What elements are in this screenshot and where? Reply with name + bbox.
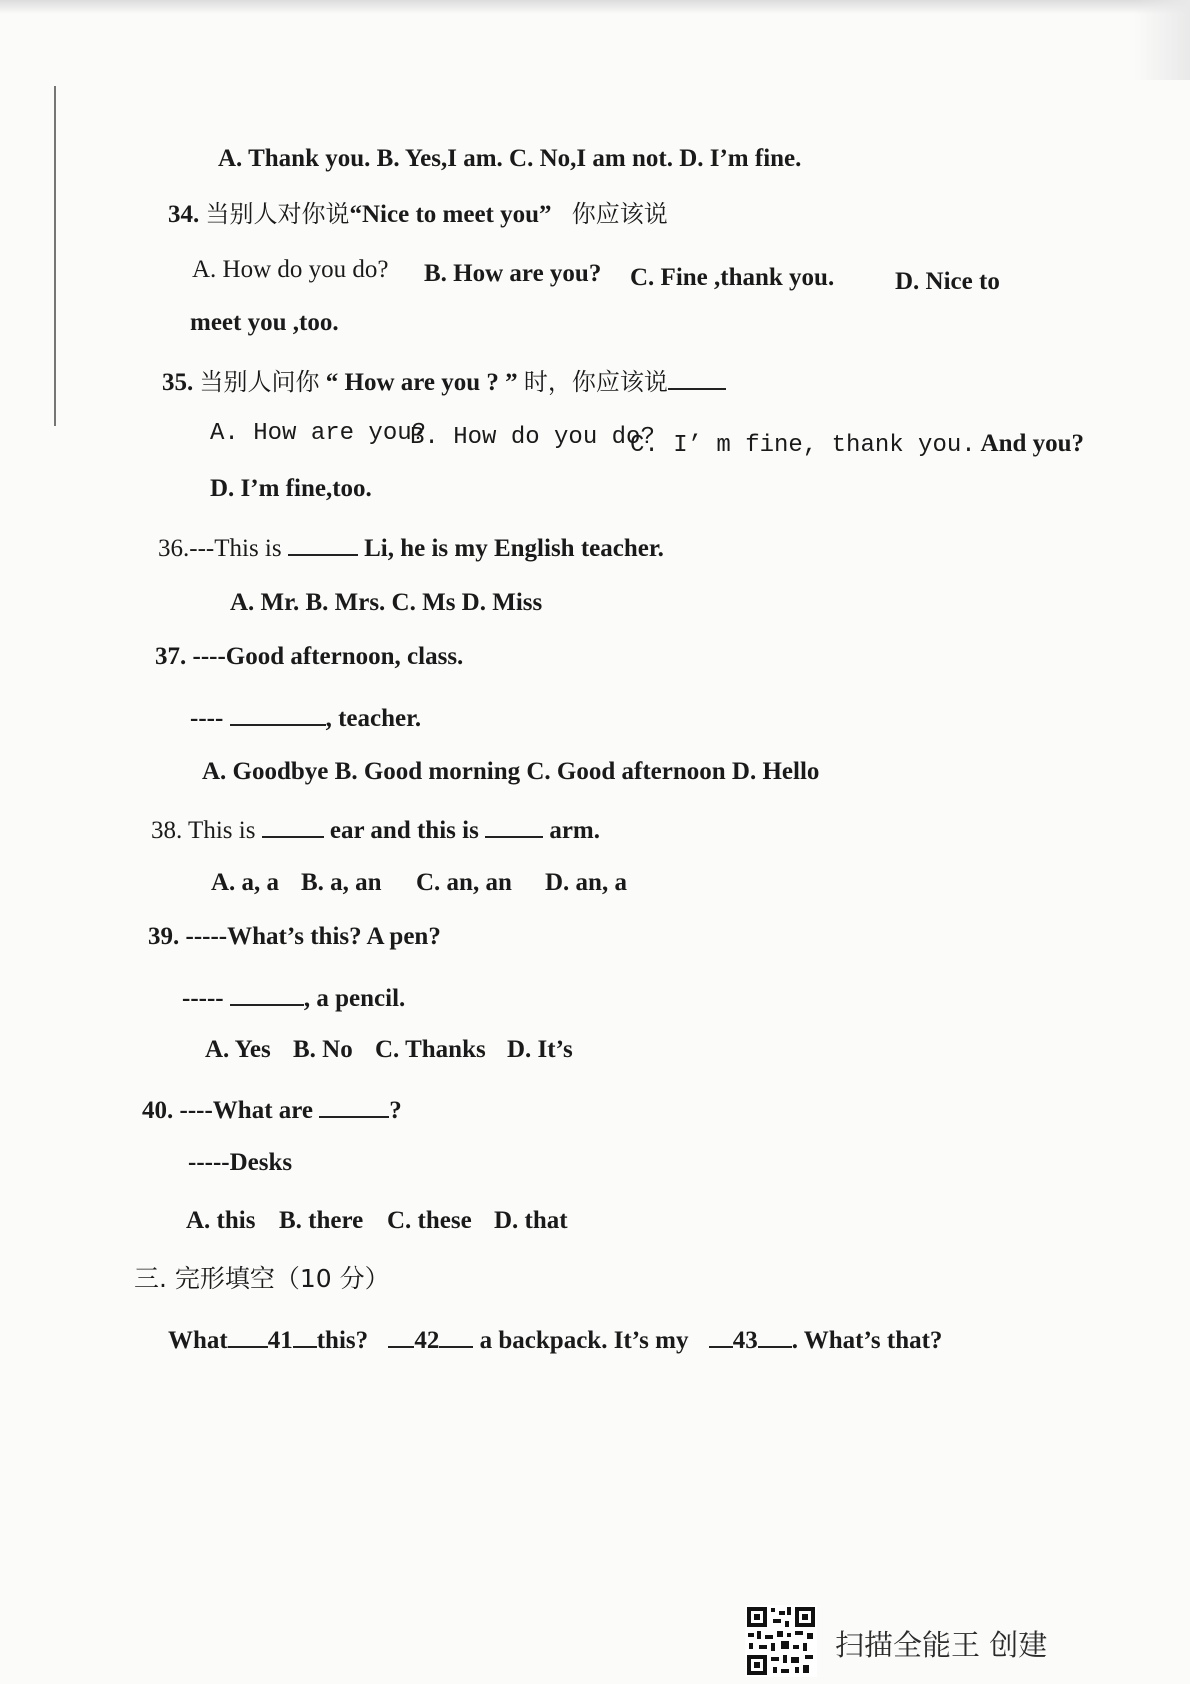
q38-stem-pre: 38. This is (151, 817, 256, 844)
cloze-passage-line (168, 1320, 942, 1357)
q33-options (218, 143, 801, 175)
q34-option-a: A. How do you do? (192, 256, 389, 283)
watermark-text: 扫描全能王 创建 (835, 1628, 1048, 1662)
q35-stem-cn: 当别人问你 (199, 368, 320, 396)
q40-stem (142, 1090, 402, 1127)
cloze-blank-42: 42 (414, 1327, 440, 1354)
q34-stem (168, 198, 668, 231)
margin-line (54, 86, 56, 426)
q34-option-d-cont: meet you ,too. (190, 309, 339, 336)
section-3-heading: 三. 完形填空（10 分） (134, 1264, 390, 1293)
cloze-word: . What’s that? (791, 1327, 943, 1354)
cloze-word: What (168, 1327, 228, 1354)
answer-blank (485, 810, 543, 838)
q35-option-a: A. How are you? (210, 420, 427, 447)
q39-reply-post: , a pencil. (303, 985, 406, 1012)
q40-reply: -----Desks (188, 1149, 293, 1176)
cloze-blank-41: 41 (267, 1327, 293, 1354)
answer-blank (262, 810, 324, 838)
answer-blank (319, 1090, 389, 1118)
answer-blank (439, 1320, 473, 1348)
q36-stem (158, 528, 664, 565)
q40-stem-pre: 40. ----What are (142, 1097, 314, 1124)
q37-reply-pre: ---- (190, 705, 224, 732)
q34-stem-cn: 当别人对你说 (205, 200, 350, 228)
q39-option-d: D. It’s (507, 1036, 573, 1063)
q40-option-d: D. that (494, 1207, 568, 1234)
q34-option-b: B. How are you? (424, 260, 602, 287)
answer-blank (228, 1320, 268, 1348)
q35-option-c (630, 428, 1084, 462)
q39-option-c: C. Thanks (375, 1036, 486, 1063)
answer-blank (668, 362, 726, 390)
answer-blank (293, 1320, 317, 1348)
answer-blank (758, 1320, 792, 1348)
question-number: 34. (168, 201, 200, 228)
q37-reply-post: , teacher. (325, 705, 422, 732)
q36-options: A. Mr. B. Mrs. C. Ms D. Miss (230, 589, 543, 616)
q40-option-b: B. there (279, 1207, 364, 1234)
cloze-word: this? (316, 1327, 369, 1354)
q38-stem-mid: ear and this is (329, 817, 479, 844)
q35-option-b: B. How do you do? (410, 424, 655, 451)
q38-option-b: B. a, an (301, 869, 382, 896)
answer-blank (230, 978, 304, 1006)
q34-option-d: D. Nice to (895, 268, 1000, 295)
q35-stem-tail: 时，你应该说 (523, 368, 668, 396)
answer-blank (709, 1320, 733, 1348)
top-edge-shadow (0, 0, 1190, 14)
page-edge-shadow (1134, 0, 1190, 80)
q38-stem-post: arm. (549, 817, 600, 844)
q38-stem (151, 810, 600, 847)
q37-stem: 37. ----Good afternoon, class. (155, 643, 464, 670)
q34-option-c: C. Fine ,thank you. (630, 264, 835, 291)
q40-option-c: C. these (387, 1207, 472, 1234)
q38-option-a: A. a, a (211, 869, 280, 896)
q35-option-d: D. I’m fine,too. (210, 475, 372, 502)
q36-stem-post: Li, he is my English teacher. (364, 535, 664, 562)
q35-option-c-text: C. I’ m fine, thank you. (630, 432, 976, 459)
q33-options-text: A. Thank you. B. Yes,I am. C. No,I am not. D. I’m fine. (218, 145, 802, 172)
q35-option-c-bold: And you? (980, 430, 1085, 457)
q40-option-a: A. this (186, 1207, 256, 1234)
q37-options: A. Goodbye B. Good morning C. Good afternoon D. Hello (202, 758, 820, 785)
q40-stem-post: ? (389, 1097, 402, 1124)
q39-option-b: B. No (293, 1036, 353, 1063)
cloze-blank-43: 43 (732, 1327, 758, 1354)
answer-blank (388, 1320, 414, 1348)
scanner-watermark (745, 1605, 1145, 1677)
q35-stem-en: “ How are you ? ” (325, 369, 518, 396)
q39-reply-pre: ----- (182, 985, 224, 1012)
q34-stem-tail: 你应该说 (571, 200, 668, 228)
q38-option-c: C. an, an (416, 869, 512, 896)
answer-blank (288, 528, 358, 556)
answer-blank (230, 698, 326, 726)
question-number: 35. (162, 369, 194, 396)
q36-stem-pre: 36.---This is (158, 535, 282, 562)
q34-stem-en: “Nice to meet you” (349, 201, 552, 228)
q38-option-d: D. an, a (545, 869, 627, 896)
cloze-word: a backpack. It’s my (479, 1327, 689, 1354)
q39-stem: 39. -----What’s this? A pen? (148, 923, 441, 950)
q39-reply (182, 978, 405, 1015)
q37-reply (190, 698, 421, 735)
q39-option-a: A. Yes (205, 1036, 271, 1063)
qr-code-icon (745, 1605, 817, 1677)
q35-stem (162, 362, 726, 399)
